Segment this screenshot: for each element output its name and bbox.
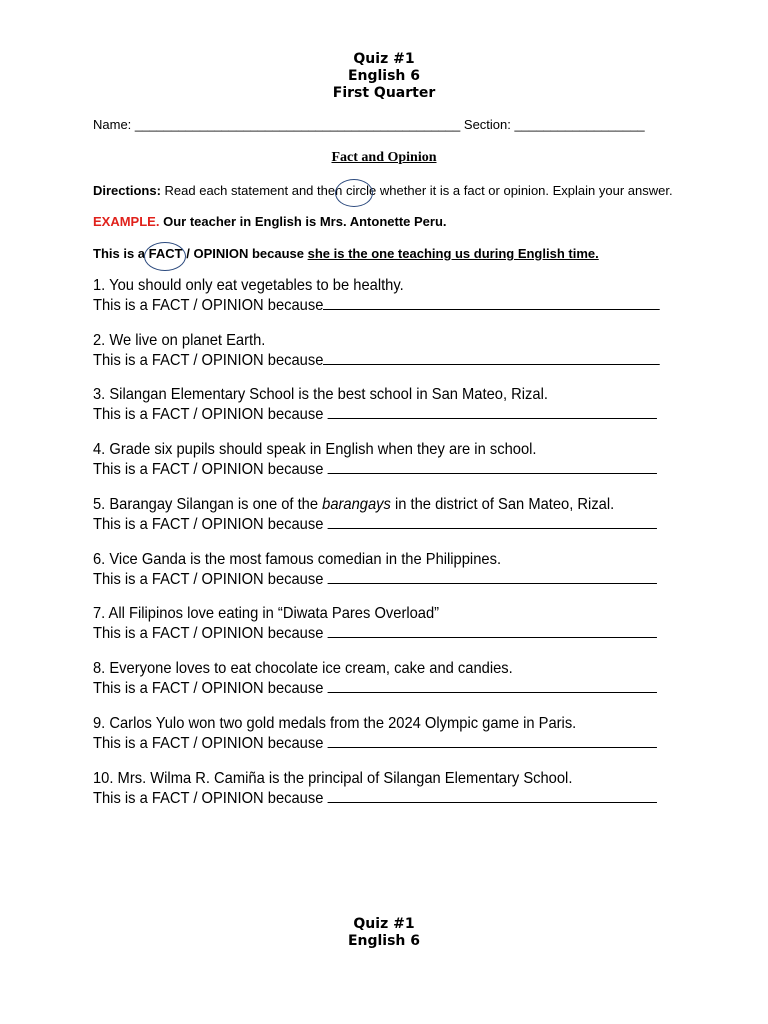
statement-5-italic: barangays [322,496,391,513]
example-statement-row [93,214,447,229]
statement-5-before: 5. Barangay Silangan is one of the [93,496,323,513]
statement-9: 9. Carlos Yulo won two gold medals from the 2024 Olympic game in Paris. [93,715,577,732]
answer-prompt: This is a FACT / OPINION because [93,571,324,588]
name-label: Name: [93,117,132,132]
answer-row-9 [93,733,657,753]
answer-prompt: This is a FACT / OPINION because [93,461,324,478]
section-field[interactable]: __________________ [514,117,645,132]
name-section-row [93,117,645,132]
answer-blank[interactable] [328,514,657,529]
statement-2: 2. We live on planet Earth. [93,332,266,349]
name-field[interactable]: _____________________________________________ [134,117,461,132]
directions-circle-word: circle [345,183,377,198]
answer-prompt: This is a FACT / OPINION because [93,352,324,369]
answer-blank[interactable] [323,350,660,365]
statement-3: 3. Silangan Elementary School is the best school in San Mateo, Rizal. [93,386,548,403]
answer-row-6 [93,569,657,589]
answer-blank[interactable] [328,788,657,803]
answer-row-10 [93,788,657,808]
quiz-title: Quiz #1 [353,51,415,67]
answer-blank[interactable] [323,295,660,310]
statement-5 [93,496,614,514]
answer-row-1 [93,295,660,315]
circle-mark [335,179,373,207]
answer-blank[interactable] [328,678,657,693]
answer-prompt: This is a FACT / OPINION because [93,625,324,642]
answer-blank[interactable] [328,404,657,419]
answer-row-4 [93,459,657,479]
fact-circle-mark [144,242,186,271]
answer-row-8 [93,678,657,698]
statement-5-after: in the district of San Mateo, Rizal. [390,496,615,513]
worksheet-title: Fact and Opinion [331,150,437,165]
answer-blank[interactable] [328,459,657,474]
example-answer-fact: FACT [148,246,183,261]
statement-4: 4. Grade six pupils should speak in English when they are in school. [93,441,537,458]
statement-7: 7. All Filipinos love eating in “Diwata Pares Overload” [93,605,440,622]
example-label: EXAMPLE. [93,214,160,229]
statement-1: 1. You should only eat vegetables to be healthy. [93,277,404,294]
answer-prompt: This is a FACT / OPINION because [93,406,324,423]
answer-prompt: This is a FACT / OPINION because [93,516,324,533]
statement-8: 8. Everyone loves to eat chocolate ice cream, cake and candies. [93,660,513,677]
directions-text-before: Read each statement and then [164,183,343,198]
directions-text-after: whether it is a fact or opinion. Explain your answer. [379,183,673,198]
answer-prompt: This is a FACT / OPINION because [93,297,324,314]
answer-prompt: This is a FACT / OPINION because [93,790,324,807]
subject-title: English 6 [347,68,421,84]
footer-quiz-title: Quiz #1 [353,916,415,932]
answer-row-7 [93,623,657,643]
example-answer-rest: / OPINION because [186,246,304,261]
statement-6: 6. Vice Ganda is the most famous comedian in the Philippines. [93,551,502,568]
quarter-title: First Quarter [332,85,436,101]
answer-row-3 [93,404,657,424]
example-answer-reason: she is the one teaching us during English time. [307,246,599,261]
statement-10: 10. Mrs. Wilma R. Camiña is the principal of Silangan Elementary School. [93,770,573,787]
example-statement: Our teacher in English is Mrs. Antonette Peru. [163,214,447,229]
footer-subject-title: English 6 [347,933,421,949]
answer-blank[interactable] [328,623,657,638]
answer-prompt: This is a FACT / OPINION because [93,735,324,752]
directions-label: Directions: [93,183,161,198]
section-label: Section: [463,117,511,132]
directions [93,183,673,198]
answer-blank[interactable] [328,733,657,748]
answer-row-2 [93,350,660,370]
answer-row-5 [93,514,657,534]
answer-blank[interactable] [328,569,657,584]
example-answer-prefix: This is a [93,246,146,261]
answer-prompt: This is a FACT / OPINION because [93,680,324,697]
